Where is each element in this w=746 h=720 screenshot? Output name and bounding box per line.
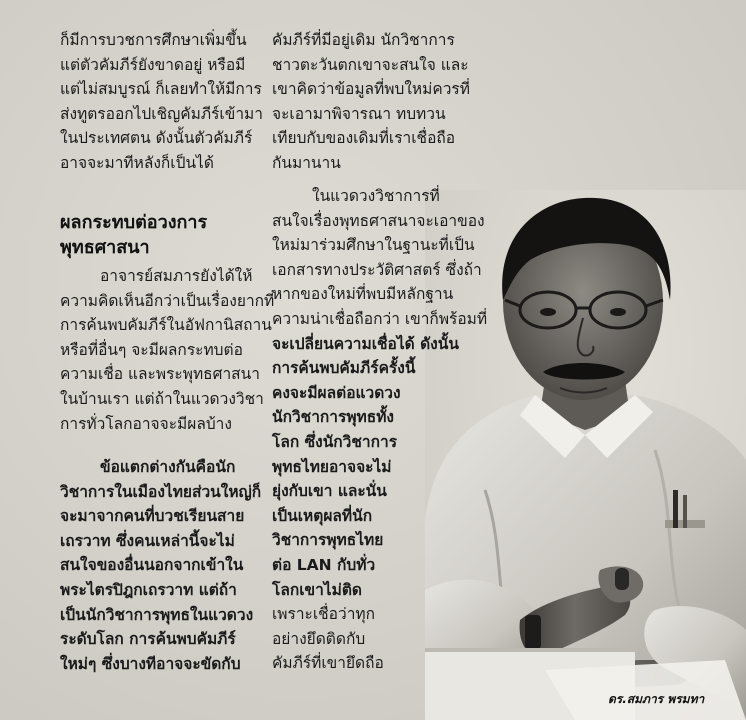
text-line: เถรวาท ซึ่งคนเหล่านี้จะไม่ bbox=[60, 531, 235, 550]
heading-line: พุทธศาสนา bbox=[60, 237, 150, 258]
text-line: เทียบกับของเดิมที่เราเชื่อถือ bbox=[272, 129, 456, 148]
text-line: แต่ไม่สมบูรณ์ ก็เลยทำให้มีการ bbox=[60, 80, 262, 99]
text-line: จะเอามาพิจารณา ทบทวน bbox=[272, 104, 446, 123]
text-line: ในบ้านเรา แต่ถ้าในแวดวงวิชา bbox=[60, 389, 264, 408]
text-line: อย่างยึดติดกับ bbox=[272, 629, 366, 648]
text-line: ต่อ LAN กับทั่ว bbox=[272, 555, 376, 574]
text-line: ใหม่ๆ ซึ่งบางทีอาจจะขัดกับ bbox=[60, 654, 241, 673]
text-line: คัมภีร์ที่มีอยู่เดิม นักวิชาการ bbox=[272, 31, 455, 49]
section-heading bbox=[60, 210, 260, 260]
text-line: ความคิดเห็นอีกว่าเป็นเรื่องยากที่ bbox=[60, 291, 275, 310]
text-line: ระดับโลก การค้นพบคัมภีร์ bbox=[60, 630, 236, 649]
column-2-top bbox=[272, 28, 472, 176]
column-1-bottom bbox=[60, 455, 270, 676]
text-line: ใหม่มาร่วมศึกษาในฐานะที่เป็น bbox=[272, 236, 475, 255]
text-line: จะเปลี่ยนความเชื่อได้ ดังนั้น bbox=[272, 334, 459, 353]
text-line: หากของใหม่ที่พบมีหลักฐาน bbox=[272, 285, 454, 304]
text-line: การค้นพบคัมภีร์ในอัฟกานิสถาน bbox=[60, 316, 272, 335]
text-line: ยุ่งกับเขา และนั่น bbox=[272, 482, 387, 501]
text-line: เป็นนักวิชาการพุทธในแวดวง bbox=[60, 605, 254, 624]
text-line: ความเชื่อ และพระพุทธศาสนา bbox=[60, 365, 260, 384]
text-line: การทั่วโลกอาจจะมีผลบ้าง bbox=[60, 414, 232, 433]
text-line: จะมาจากคนที่บวชเรียนสาย bbox=[60, 507, 245, 526]
text-line: ก็มีการบวชการศึกษาเพิ่มขึ้น bbox=[60, 31, 247, 49]
text-line: ข้อแตกต่างกันคือนัก bbox=[100, 458, 236, 476]
text-line: การค้นพบคัมภีร์ครั้งนี้ bbox=[272, 359, 416, 378]
text-line: สนใจเรื่องพุทธศาสนาจะเอาของ bbox=[272, 211, 485, 230]
text-line: แต่ตัวคัมภีร์ยังขาดอยู่ หรือมี bbox=[60, 55, 246, 74]
text-line: เขาคิดว่าข้อมูลที่พบใหม่ควรที่ bbox=[272, 80, 470, 99]
text-line: อาจารย์สมภารยังได้ให้ bbox=[100, 267, 253, 285]
text-line: โลก ซึ่งนักวิชาการ bbox=[272, 432, 398, 451]
text-line: คัมภีร์ที่เขายึดถือ bbox=[272, 654, 384, 673]
text-line: ส่งทูตรออกไปเชิญคัมภีร์เข้ามา bbox=[60, 104, 263, 123]
text-line: ชาวตะวันตกเขาจะสนใจ และ bbox=[272, 55, 469, 74]
heading-line: ผลกระทบต่อวงการ bbox=[60, 212, 208, 233]
text-line: เพราะเชื่อว่าทุก bbox=[272, 605, 376, 624]
text-line: กันมานาน bbox=[272, 153, 341, 172]
text-line: เอกสารทางประวัติศาสตร์ ซึ่งถ้า bbox=[272, 260, 482, 279]
text-line: ความน่าเชื่อถือกว่า เขาก็พร้อมที่ bbox=[272, 309, 488, 328]
text-line: พุทธไทยอาจจะไม่ bbox=[272, 457, 392, 476]
column-2-mid bbox=[272, 184, 488, 676]
text-line: ในแวดวงวิชาการที่ bbox=[312, 187, 440, 205]
text-line: อาจจะมาทีหลังก็เป็นได้ bbox=[60, 153, 214, 172]
column-1-mid bbox=[60, 264, 275, 436]
column-1-top bbox=[60, 28, 265, 176]
text-line: พระไตรปิฎกเถรวาท แต่ถ้า bbox=[60, 580, 237, 599]
text-line: วิชาการพุทธไทย bbox=[272, 531, 384, 550]
text-line: นักวิชาการพุทธทั้ง bbox=[272, 408, 395, 427]
text-line: วิชาการในเมืองไทยส่วนใหญ่ก็ bbox=[60, 482, 262, 501]
text-line: คงจะมีผลต่อแวดวง bbox=[272, 383, 401, 402]
text-line: สนใจของอื่นนอกจากเข้าใน bbox=[60, 556, 244, 575]
text-line: เป็นเหตุผลที่นัก bbox=[272, 506, 373, 525]
photo-caption: ดร.สมภาร พรมทา bbox=[608, 692, 705, 706]
text-line: โลกเขาไม่ติด bbox=[272, 580, 362, 599]
text-line: หรือที่อื่นๆ จะมีผลกระทบต่อ bbox=[60, 340, 243, 359]
text-line: ในประเทศตน ดังนั้นตัวคัมภีร์ bbox=[60, 129, 253, 148]
